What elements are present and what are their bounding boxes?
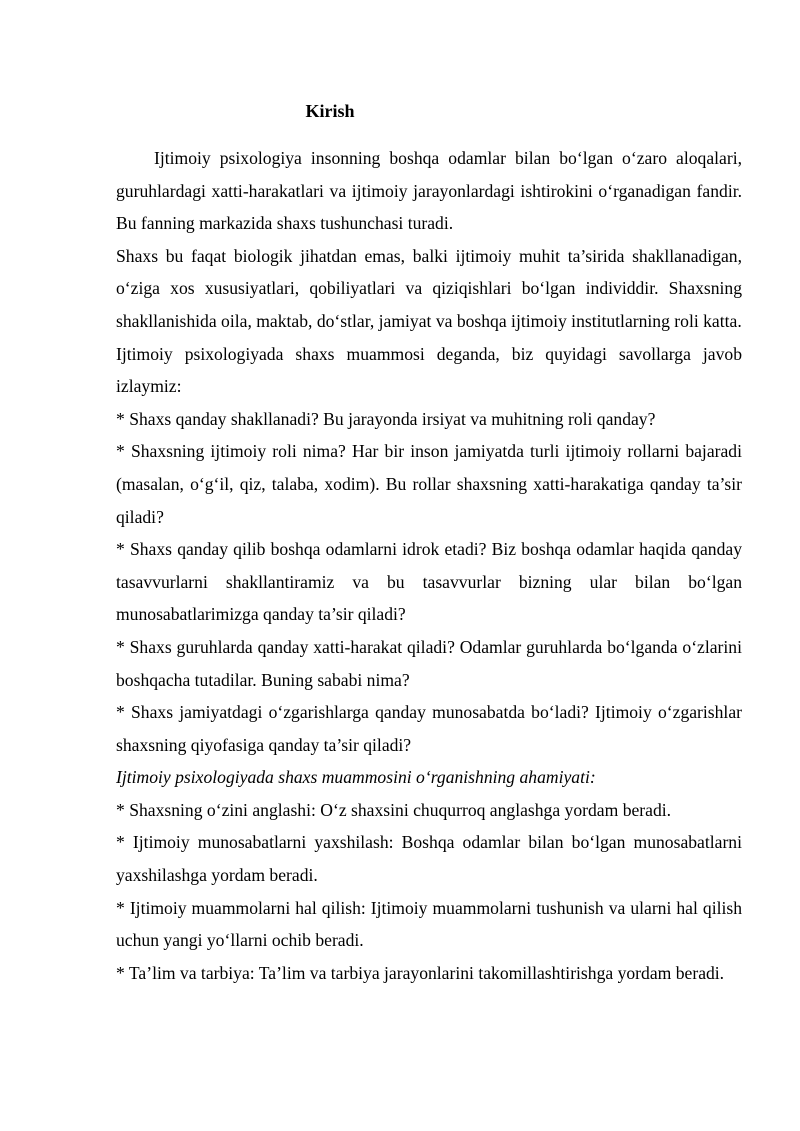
question-item: * Shaxs qanday qilib boshqa odamlarni idrok etadi? Biz boshqa odamlar haqida qanday tasavvurlarni shakllantiramiz va bu tasavvurlar bizning ular bilan bo‘lgan munosabatlarimizga qanday ta’sir qiladi? xyxy=(116,539,742,625)
importance-item: * Ijtimoiy munosabatlarni yaxshilash: Boshqa odamlar bilan bo‘lgan munosabatlarni yaxshilashga yordam beradi. xyxy=(116,832,742,886)
question-item: * Shaxsning ijtimoiy roli nima? Har bir inson jamiyatda turli ijtimoiy rollarni bajaradi (masalan, o‘g‘il, qiz, talaba, xodim). Bu rollar shaxsning xatti-harakatiga qanday ta’sir qiladi? xyxy=(116,441,742,527)
question-item: * Shaxs guruhlarda qanday xatti-harakat qiladi? Odamlar guruhlarda bo‘lganda o‘zlarini boshqacha tutadilar. Buning sababi nima? xyxy=(116,636,742,690)
question-item: * Shaxs qanday shakllanadi? Bu jarayonda irsiyat va muhitning roli qanday? xyxy=(116,408,656,429)
importance-item: * Ijtimoiy muammolarni hal qilish: Ijtimoiy muammolarni tushunish va ularni hal qilish uchun yangi yo‘llarni ochib beradi. xyxy=(116,897,742,951)
document-body xyxy=(116,142,742,989)
definition-paragraph: Shaxs bu faqat biologik jihatdan emas, balki ijtimoiy muhit ta’sirida shakllanadigan, o‘ziga xos xususiyatlari, qobiliyatlari va qiziqishlari bo‘lgan individdir. Shaxsning shakllanishida oila, maktab, do‘stlar, jamiyat va boshqa ijtimoiy institutlarning roli katta. xyxy=(116,245,742,331)
questions-intro-paragraph: Ijtimoiy psixologiyada shaxs muammosi deganda, biz quyidagi savollarga javob izlaymiz: xyxy=(116,343,742,397)
page-title: Kirish xyxy=(305,101,355,121)
intro-paragraph: Ijtimoiy psixologiya insonning boshqa odamlar bilan bo‘lgan o‘zaro aloqalari, guruhlardagi xatti-harakatlari va ijtimoiy jarayonlardagi ishtirokini o‘rganadigan fandir. Bu fanning markazida shaxs tushunchasi turadi. xyxy=(116,148,742,234)
importance-heading: Ijtimoiy psixologiyada shaxs muammosini o‘rganishning ahamiyati: xyxy=(116,767,596,788)
importance-item: * Shaxsning o‘zini anglashi: O‘z shaxsini chuqurroq anglashga yordam beradi. xyxy=(116,799,672,820)
importance-item: * Ta’lim va tarbiya: Ta’lim va tarbiya jarayonlarini takomillashtirishga yordam beradi. xyxy=(116,962,725,983)
question-item: * Shaxs jamiyatdagi o‘zgarishlarga qanday munosabatda bo‘ladi? Ijtimoiy o‘zgarishlar shaxsning qiyofasiga qanday ta’sir qiladi? xyxy=(116,702,742,755)
